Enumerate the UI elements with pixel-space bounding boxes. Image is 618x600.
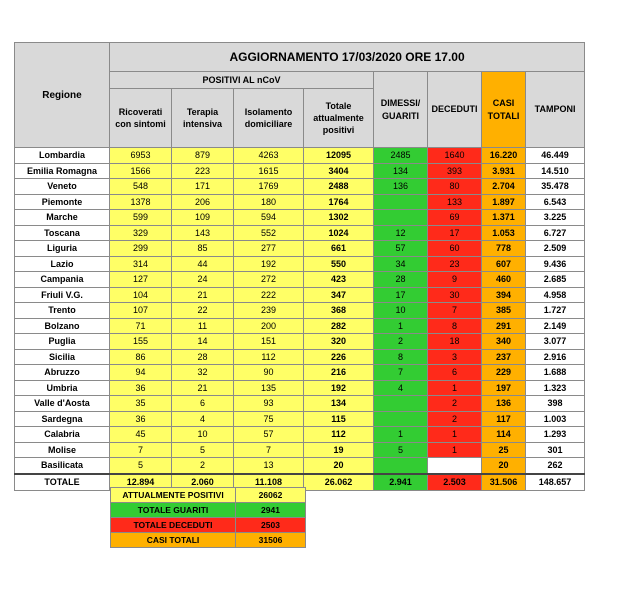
- cell-tamponi: 6.543: [526, 194, 585, 210]
- cell-ricoverati: 548: [110, 179, 172, 195]
- table-row: [15, 396, 585, 412]
- cell-regione: Piemonte: [15, 194, 110, 210]
- cell-tamponi: 2.916: [526, 349, 585, 365]
- cell-totale: 216: [304, 365, 374, 381]
- cell-casi: 25: [482, 442, 526, 458]
- table-row: [15, 458, 585, 474]
- cell-isolamento: 7: [234, 442, 304, 458]
- cell-regione: Sicilia: [15, 349, 110, 365]
- cell-tamponi: 1.688: [526, 365, 585, 381]
- cell-tamponi: 9.436: [526, 256, 585, 272]
- cell-tamponi: 3.077: [526, 334, 585, 350]
- cell-dimessi: 136: [374, 179, 428, 195]
- total-deceduti: 2.503: [428, 474, 482, 491]
- summary-row: [111, 503, 306, 518]
- cell-deceduti: 17: [428, 225, 482, 241]
- cell-terapia: 21: [172, 380, 234, 396]
- cell-totale: 115: [304, 411, 374, 427]
- cell-deceduti: 2: [428, 411, 482, 427]
- cell-terapia: 109: [172, 210, 234, 226]
- table-row: [15, 225, 585, 241]
- cell-isolamento: 4263: [234, 148, 304, 164]
- cell-dimessi: 8: [374, 349, 428, 365]
- cell-dimessi: 10: [374, 303, 428, 319]
- cell-tamponi: 301: [526, 442, 585, 458]
- cell-dimessi: 1: [374, 318, 428, 334]
- cell-deceduti: 1640: [428, 148, 482, 164]
- cell-deceduti: 60: [428, 241, 482, 257]
- cell-tamponi: 6.727: [526, 225, 585, 241]
- cell-casi: 3.931: [482, 163, 526, 179]
- cell-isolamento: 57: [234, 427, 304, 443]
- table-row: [15, 241, 585, 257]
- cell-dimessi: 57: [374, 241, 428, 257]
- cell-regione: Emilia Romagna: [15, 163, 110, 179]
- summary-value: 26062: [236, 488, 306, 503]
- cell-casi: 340: [482, 334, 526, 350]
- cell-tamponi: 1.003: [526, 411, 585, 427]
- cell-tamponi: 398: [526, 396, 585, 412]
- cell-ricoverati: 1378: [110, 194, 172, 210]
- cell-totale: 1764: [304, 194, 374, 210]
- summary-body: [111, 488, 306, 548]
- header-isolamento: Isolamento domiciliare: [234, 89, 304, 148]
- cell-deceduti: 1: [428, 427, 482, 443]
- cell-ricoverati: 86: [110, 349, 172, 365]
- cell-tamponi: 4.958: [526, 287, 585, 303]
- total-totale: 26.062: [304, 474, 374, 491]
- cell-isolamento: 1615: [234, 163, 304, 179]
- cell-regione: Friuli V.G.: [15, 287, 110, 303]
- cell-deceduti: 393: [428, 163, 482, 179]
- summary-label: CASI TOTALI: [111, 533, 236, 548]
- cell-totale: 550: [304, 256, 374, 272]
- cell-regione: Marche: [15, 210, 110, 226]
- cell-regione: Abruzzo: [15, 365, 110, 381]
- cell-totale: 423: [304, 272, 374, 288]
- cell-isolamento: 277: [234, 241, 304, 257]
- cell-casi: 117: [482, 411, 526, 427]
- cell-regione: Puglia: [15, 334, 110, 350]
- cell-terapia: 21: [172, 287, 234, 303]
- cell-terapia: 22: [172, 303, 234, 319]
- cell-regione: Lombardia: [15, 148, 110, 164]
- header-terapia: Terapia intensiva: [172, 89, 234, 148]
- cell-dimessi: 12: [374, 225, 428, 241]
- cell-deceduti: 133: [428, 194, 482, 210]
- cell-deceduti: 18: [428, 334, 482, 350]
- total-dimessi: 2.941: [374, 474, 428, 491]
- cell-casi: 114: [482, 427, 526, 443]
- cell-tamponi: 1.323: [526, 380, 585, 396]
- cell-isolamento: 112: [234, 349, 304, 365]
- cell-casi: 1.053: [482, 225, 526, 241]
- cell-tamponi: 2.685: [526, 272, 585, 288]
- cell-regione: Valle d'Aosta: [15, 396, 110, 412]
- cell-terapia: 879: [172, 148, 234, 164]
- cell-casi: 607: [482, 256, 526, 272]
- cell-dimessi: 34: [374, 256, 428, 272]
- cell-tamponi: 3.225: [526, 210, 585, 226]
- cell-ricoverati: 94: [110, 365, 172, 381]
- cell-dimessi: 4: [374, 380, 428, 396]
- cell-isolamento: 13: [234, 458, 304, 474]
- cell-ricoverati: 6953: [110, 148, 172, 164]
- table-row: [15, 365, 585, 381]
- cell-totale: 282: [304, 318, 374, 334]
- cell-casi: 1.371: [482, 210, 526, 226]
- cell-deceduti: [428, 458, 482, 474]
- cell-tamponi: 14.510: [526, 163, 585, 179]
- cell-regione: Campania: [15, 272, 110, 288]
- total-casi: 31.506: [482, 474, 526, 491]
- cell-casi: 197: [482, 380, 526, 396]
- cell-terapia: 6: [172, 396, 234, 412]
- cell-ricoverati: 45: [110, 427, 172, 443]
- table-row: [15, 287, 585, 303]
- cell-casi: 1.897: [482, 194, 526, 210]
- cell-terapia: 5: [172, 442, 234, 458]
- cell-regione: Toscana: [15, 225, 110, 241]
- table-row: [15, 442, 585, 458]
- cell-dimessi: 17: [374, 287, 428, 303]
- cell-totale: 320: [304, 334, 374, 350]
- regional-data-table: [14, 42, 585, 491]
- cell-casi: 385: [482, 303, 526, 319]
- cell-regione: Lazio: [15, 256, 110, 272]
- cell-dimessi: 2485: [374, 148, 428, 164]
- cell-totale: 1302: [304, 210, 374, 226]
- cell-dimessi: [374, 396, 428, 412]
- cell-ricoverati: 104: [110, 287, 172, 303]
- table-row: [15, 210, 585, 226]
- cell-dimessi: [374, 458, 428, 474]
- cell-terapia: 24: [172, 272, 234, 288]
- table-row: [15, 194, 585, 210]
- summary-label: ATTUALMENTE POSITIVI: [111, 488, 236, 503]
- cell-deceduti: 30: [428, 287, 482, 303]
- cell-isolamento: 93: [234, 396, 304, 412]
- summary-value: 2503: [236, 518, 306, 533]
- cell-deceduti: 80: [428, 179, 482, 195]
- total-regione: TOTALE: [15, 474, 110, 491]
- cell-regione: Sardegna: [15, 411, 110, 427]
- cell-casi: 229: [482, 365, 526, 381]
- cell-totale: 134: [304, 396, 374, 412]
- cell-totale: 1024: [304, 225, 374, 241]
- cell-dimessi: 2: [374, 334, 428, 350]
- cell-isolamento: 151: [234, 334, 304, 350]
- cell-totale: 112: [304, 427, 374, 443]
- cell-terapia: 11: [172, 318, 234, 334]
- header-totale-positivi: Totale attualmente positivi: [304, 89, 374, 148]
- cell-ricoverati: 5: [110, 458, 172, 474]
- cell-isolamento: 1769: [234, 179, 304, 195]
- cell-isolamento: 272: [234, 272, 304, 288]
- cell-deceduti: 6: [428, 365, 482, 381]
- cell-terapia: 206: [172, 194, 234, 210]
- cell-casi: 20: [482, 458, 526, 474]
- cell-dimessi: 5: [374, 442, 428, 458]
- cell-deceduti: 23: [428, 256, 482, 272]
- cell-terapia: 223: [172, 163, 234, 179]
- cell-regione: Umbria: [15, 380, 110, 396]
- cell-casi: 394: [482, 287, 526, 303]
- cell-isolamento: 594: [234, 210, 304, 226]
- cell-ricoverati: 599: [110, 210, 172, 226]
- header-dimessi: DIMESSI/ GUARITI: [374, 72, 428, 148]
- cell-dimessi: 134: [374, 163, 428, 179]
- cell-regione: Calabria: [15, 427, 110, 443]
- cell-isolamento: 192: [234, 256, 304, 272]
- cell-totale: 226: [304, 349, 374, 365]
- cell-dimessi: 7: [374, 365, 428, 381]
- cell-ricoverati: 7: [110, 442, 172, 458]
- cell-tamponi: 2.149: [526, 318, 585, 334]
- cell-regione: Veneto: [15, 179, 110, 195]
- cell-ricoverati: 329: [110, 225, 172, 241]
- cell-deceduti: 3: [428, 349, 482, 365]
- cell-casi: 291: [482, 318, 526, 334]
- cell-ricoverati: 314: [110, 256, 172, 272]
- table-row: [15, 272, 585, 288]
- cell-totale: 661: [304, 241, 374, 257]
- cell-casi: 136: [482, 396, 526, 412]
- cell-terapia: 10: [172, 427, 234, 443]
- cell-totale: 192: [304, 380, 374, 396]
- cell-deceduti: 1: [428, 380, 482, 396]
- table-row: [15, 318, 585, 334]
- header-tamponi: TAMPONI: [526, 72, 585, 148]
- cell-ricoverati: 71: [110, 318, 172, 334]
- table-row: [15, 427, 585, 443]
- cell-dimessi: [374, 210, 428, 226]
- cell-totale: 3404: [304, 163, 374, 179]
- cell-deceduti: 9: [428, 272, 482, 288]
- total-tamponi: 148.657: [526, 474, 585, 491]
- cell-totale: 368: [304, 303, 374, 319]
- cell-terapia: 143: [172, 225, 234, 241]
- cell-ricoverati: 36: [110, 380, 172, 396]
- cell-terapia: 32: [172, 365, 234, 381]
- cell-tamponi: 1.727: [526, 303, 585, 319]
- summary-table: [110, 487, 306, 548]
- table-row: [15, 349, 585, 365]
- table-body: [15, 148, 585, 491]
- table-row: [15, 256, 585, 272]
- header-ricoverati: Ricoverati con sintomi: [110, 89, 172, 148]
- cell-terapia: 28: [172, 349, 234, 365]
- header-regione: Regione: [15, 43, 110, 148]
- total-terapia: 2.060: [172, 474, 234, 491]
- cell-tamponi: 46.449: [526, 148, 585, 164]
- summary-row: [111, 518, 306, 533]
- cell-totale: 20: [304, 458, 374, 474]
- cell-regione: Molise: [15, 442, 110, 458]
- cell-deceduti: 2: [428, 396, 482, 412]
- cell-dimessi: 28: [374, 272, 428, 288]
- cell-ricoverati: 155: [110, 334, 172, 350]
- table-row: [15, 179, 585, 195]
- cell-tamponi: 262: [526, 458, 585, 474]
- header-casi: CASI TOTALI: [482, 72, 526, 148]
- cell-isolamento: 222: [234, 287, 304, 303]
- cell-isolamento: 90: [234, 365, 304, 381]
- cell-terapia: 4: [172, 411, 234, 427]
- total-isolamento: 11.108: [234, 474, 304, 491]
- cell-dimessi: [374, 194, 428, 210]
- cell-isolamento: 552: [234, 225, 304, 241]
- summary-label: TOTALE GUARITI: [111, 503, 236, 518]
- cell-casi: 778: [482, 241, 526, 257]
- cell-regione: Bolzano: [15, 318, 110, 334]
- cell-isolamento: 239: [234, 303, 304, 319]
- cell-casi: 460: [482, 272, 526, 288]
- cell-ricoverati: 35: [110, 396, 172, 412]
- cell-ricoverati: 127: [110, 272, 172, 288]
- cell-regione: Liguria: [15, 241, 110, 257]
- cell-tamponi: 35.478: [526, 179, 585, 195]
- cell-terapia: 14: [172, 334, 234, 350]
- cell-terapia: 171: [172, 179, 234, 195]
- cell-isolamento: 200: [234, 318, 304, 334]
- table-row: [15, 148, 585, 164]
- summary-value: 2941: [236, 503, 306, 518]
- cell-ricoverati: 107: [110, 303, 172, 319]
- summary-label: TOTALE DECEDUTI: [111, 518, 236, 533]
- cell-totale: 12095: [304, 148, 374, 164]
- cell-tamponi: 1.293: [526, 427, 585, 443]
- cell-terapia: 85: [172, 241, 234, 257]
- summary-row: [111, 488, 306, 503]
- cell-deceduti: 8: [428, 318, 482, 334]
- table-row: [15, 303, 585, 319]
- table-row: [15, 380, 585, 396]
- table-row: [15, 334, 585, 350]
- cell-dimessi: [374, 411, 428, 427]
- cell-totale: 347: [304, 287, 374, 303]
- cell-casi: 237: [482, 349, 526, 365]
- cell-regione: Basilicata: [15, 458, 110, 474]
- cell-terapia: 44: [172, 256, 234, 272]
- cell-totale: 2488: [304, 179, 374, 195]
- total-ricoverati: 12.894: [110, 474, 172, 491]
- cell-terapia: 2: [172, 458, 234, 474]
- summary-value: 31506: [236, 533, 306, 548]
- cell-deceduti: 1: [428, 442, 482, 458]
- cell-tamponi: 2.509: [526, 241, 585, 257]
- cell-deceduti: 69: [428, 210, 482, 226]
- cell-isolamento: 135: [234, 380, 304, 396]
- table-row: [15, 163, 585, 179]
- cell-casi: 2.704: [482, 179, 526, 195]
- cell-isolamento: 180: [234, 194, 304, 210]
- cell-totale: 19: [304, 442, 374, 458]
- header-deceduti: DECEDUTI: [428, 72, 482, 148]
- cell-casi: 16.220: [482, 148, 526, 164]
- cell-deceduti: 7: [428, 303, 482, 319]
- cell-ricoverati: 36: [110, 411, 172, 427]
- cell-isolamento: 75: [234, 411, 304, 427]
- cell-dimessi: 1: [374, 427, 428, 443]
- summary-row: [111, 533, 306, 548]
- table-row: [15, 411, 585, 427]
- header-positivi-group: POSITIVI AL nCoV: [110, 72, 374, 89]
- page-title: AGGIORNAMENTO 17/03/2020 ORE 17.00: [110, 43, 585, 72]
- cell-ricoverati: 299: [110, 241, 172, 257]
- cell-ricoverati: 1566: [110, 163, 172, 179]
- cell-regione: Trento: [15, 303, 110, 319]
